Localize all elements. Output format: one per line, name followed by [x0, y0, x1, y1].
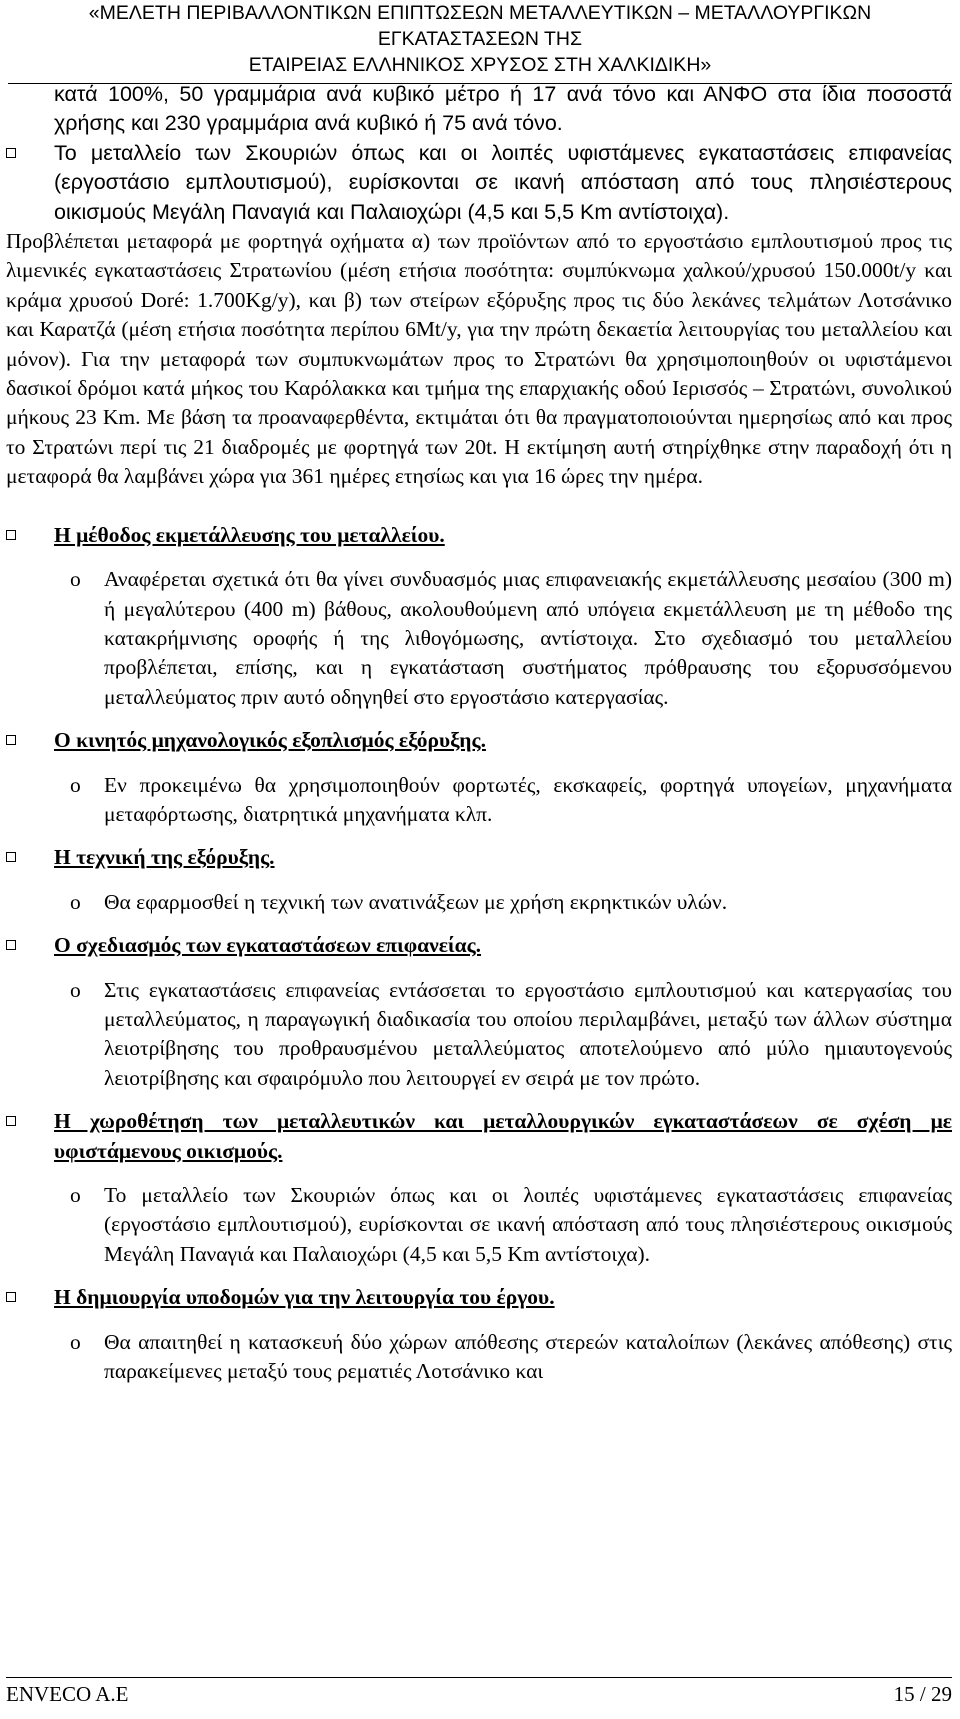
sub-item-text: Αναφέρεται σχετικά ότι θα γίνει συνδυασμός μιας επιφανειακής εκμετάλλευσης μεσαίου (300 m) ή μεγαλύτερου (400 m) βάθους, ακολουθούμενη από υπόγεια εκμετάλλευση με τη μέθοδο της κατακρήμνισης οροφής ή της λιθογόμωσης, αντίστοιχα. Στο σχεδιασμό του μεταλλείου προβλέπεται, επίσης, και η εγκατάσταση συστήματος πρόθραυσης του εξορυσσόμενου μεταλλεύματος πριν αυτό οδηγηθεί στο εργοστάσιο κατεργασίας. — [104, 567, 952, 709]
checkbox-bullet-icon — [6, 940, 16, 950]
sub-item — [6, 1181, 952, 1269]
checkbox-bullet-icon — [6, 852, 16, 862]
footer-company: ENVECO A.E — [6, 1682, 129, 1706]
section-equipment — [6, 726, 952, 755]
sub-item — [6, 1328, 952, 1387]
circle-bullet-icon: o — [70, 889, 81, 914]
checkbox-bullet-icon — [6, 735, 16, 745]
circle-bullet-icon: o — [70, 1183, 81, 1207]
page-header — [8, 0, 952, 84]
section-heading: Η μέθοδος εκμετάλλευσης του μεταλλείου. — [54, 522, 445, 547]
section-method — [6, 521, 952, 550]
checkbox-bullet-icon — [6, 1116, 16, 1126]
section-infrastructure — [6, 1283, 952, 1312]
bullet-text: Το μεταλλείο των Σκουριών όπως και οι λοιπές υφιστάμενες εγκαταστάσεις επιφανείας (εργοστάσιο εμπλουτισμού), ευρίσκονται σε ικανή απόσταση από τους πλησιέστερους οικισμούς Μεγάλη Παναγιά και Παλαιοχώρι (4,5 και 5,5 Km αντίστοιχα). — [54, 140, 952, 224]
sub-item — [6, 771, 952, 830]
sub-item — [6, 888, 952, 917]
sub-item-text: Στις εγκαταστάσεις επιφανείας εντάσσεται το εργοστάσιο εμπλουτισμού και κατεργασίας του μεταλλεύματος, η παραγωγική διαδικασία του οποίου περιλαμβάνει, μεταξύ των άλλων σύστημα λειοτρίβησης του προθραυσμένου μεταλλεύματος αποτελούμενο από μύλο ημιαυτογενούς λειοτρίβησης και σφαιρόμυλο που λειτουργεί εν σειρά με τον πρώτο. — [104, 977, 952, 1090]
sub-item-text: Το μεταλλείο των Σκουριών όπως και οι λοιπές υφιστάμενες εγκαταστάσεις επιφανείας (εργοστάσιο εμπλουτισμού), ευρίσκονται σε ικανή απόσταση από τους πλησιέστερους οικισμούς Μεγάλη Παναγιά και Παλαιοχώρι (4,5 και 5,5 Km αντίστοιχα). — [104, 1183, 952, 1266]
bullet-item — [6, 139, 952, 227]
circle-bullet-icon: o — [70, 772, 81, 797]
header-line-2: ΕΤΑΙΡΕΙΑΣ ΕΛΛΗΝΙΚΟΣ ΧΡΥΣΟΣ ΣΤΗ ΧΑΛΚΙΔΙΚΗ» — [248, 54, 712, 76]
section-heading: Η χωροθέτηση των μεταλλευτικών και μεταλλουργικών εγκαταστάσεων σε σχέση με υφιστάμενους οικισμούς. — [54, 1109, 952, 1163]
page-number: 15 / 29 — [893, 1682, 952, 1706]
circle-bullet-icon: o — [70, 977, 81, 1002]
section-siting — [6, 1107, 952, 1166]
checkbox-bullet-icon — [6, 530, 16, 540]
checkbox-bullet-icon — [6, 1292, 16, 1302]
circle-bullet-icon: o — [70, 1329, 81, 1354]
checkbox-bullet-icon — [6, 148, 16, 158]
section-heading: Ο κινητός μηχανολογικός εξοπλισμός εξόρυξης. — [54, 728, 486, 753]
section-heading: Η δημιουργία υποδομών για την λειτουργία του έργου. — [54, 1285, 555, 1310]
section-technique — [6, 843, 952, 872]
section-heading: Ο σχεδιασμός των εγκαταστάσεων επιφανείας. — [54, 933, 482, 958]
continued-text: κατά 100%, 50 γραμμάρια ανά κυβικό μέτρο ή 17 ανά τόνο και ΑΝΦΟ στα ίδια ποσοστά χρήσης και 230 γραμμάρια ανά κυβικό ή 75 ανά τόνο. — [54, 82, 952, 136]
header-line-1: «ΜΕΛΕΤΗ ΠΕΡΙΒΑΛΛΟΝΤΙΚΩΝ ΕΠΙΠΤΩΣΕΩΝ ΜΕΤΑΛΛΕΥΤΙΚΩΝ – ΜΕΤΑΛΛΟΥΡΓΙΚΩΝ ΕΓΚΑΤΑΣΤΑΣΕΩΝ ΤΗΣ — [88, 2, 872, 50]
sub-item — [6, 565, 952, 712]
sub-item-text: Θα απαιτηθεί η κατασκευή δύο χώρων απόθεσης στερεών καταλοίπων (λεκάνες απόθεσης) στις παρακείμενες μεταξύ τους ρεματιές Λοτσάνικο και — [104, 1329, 952, 1384]
section-heading: Η τεχνική της εξόρυξης. — [54, 845, 275, 870]
page-footer — [6, 1677, 952, 1707]
transport-paragraph: Προβλέπεται μεταφορά με φορτηγά οχήματα α) των προϊόντων από το εργοστάσιο εμπλουτισμού προς τις λιμενικές εγκαταστάσεις Στρατωνίου (μέση ετήσια ποσότητα: συμπύκνωμα χαλκού/χρυσού 150.000t/y και κράμα χρυσού Doré: 1.700Kg/y), και β) των στείρων εξόρυξης προς τις δύο λεκάνες τελμάτων Λοτσάνικο και Καρατζά (μέση ετήσια ποσότητα περίπου 6Mt/y, για την πρώτη δεκαετία λειτουργίας του μεταλλείου και μόνον). Για την μεταφορά των συμπυκνωμάτων προς το Στρατώνι θα χρησιμοποιηθούν οι υφιστάμενοι δασικοί δρόμοι κατά μήκος του Καρόλακκα και τμήμα της επαρχιακής οδού Ιερισσός – Στρατώνι, συνολικού μήκους 23 Km. Με βάση τα προαναφερθέντα, εκτιμάται ότι θα πραγματοποιούνται ημερησίως από και προς το Στρατώνι περί τις 21 διαδρομές με φορτηγά των 20t. Η εκτίμηση αυτή στηρίχθηκε στην παραδοχή ότι η μεταφορά θα λαμβάνει χώρα για 361 ημέρες ετησίως και για 16 ώρες την ημέρα. — [6, 229, 952, 489]
sub-item-text: Θα εφαρμοσθεί η τεχνική των ανατινάξεων με χρήση εκρηκτικών υλών. — [104, 889, 728, 914]
section-surface-design — [6, 931, 952, 960]
sub-item-text: Εν προκειμένω θα χρησιμοποιηθούν φορτωτές, εκσκαφείς, φορτηγά υπογείων, μηχανήματα μεταφόρτωσης, διατρητικά μηχανήματα κλπ. — [104, 772, 952, 826]
document-body — [6, 80, 952, 1400]
sub-item — [6, 976, 952, 1094]
circle-bullet-icon: o — [70, 567, 81, 592]
